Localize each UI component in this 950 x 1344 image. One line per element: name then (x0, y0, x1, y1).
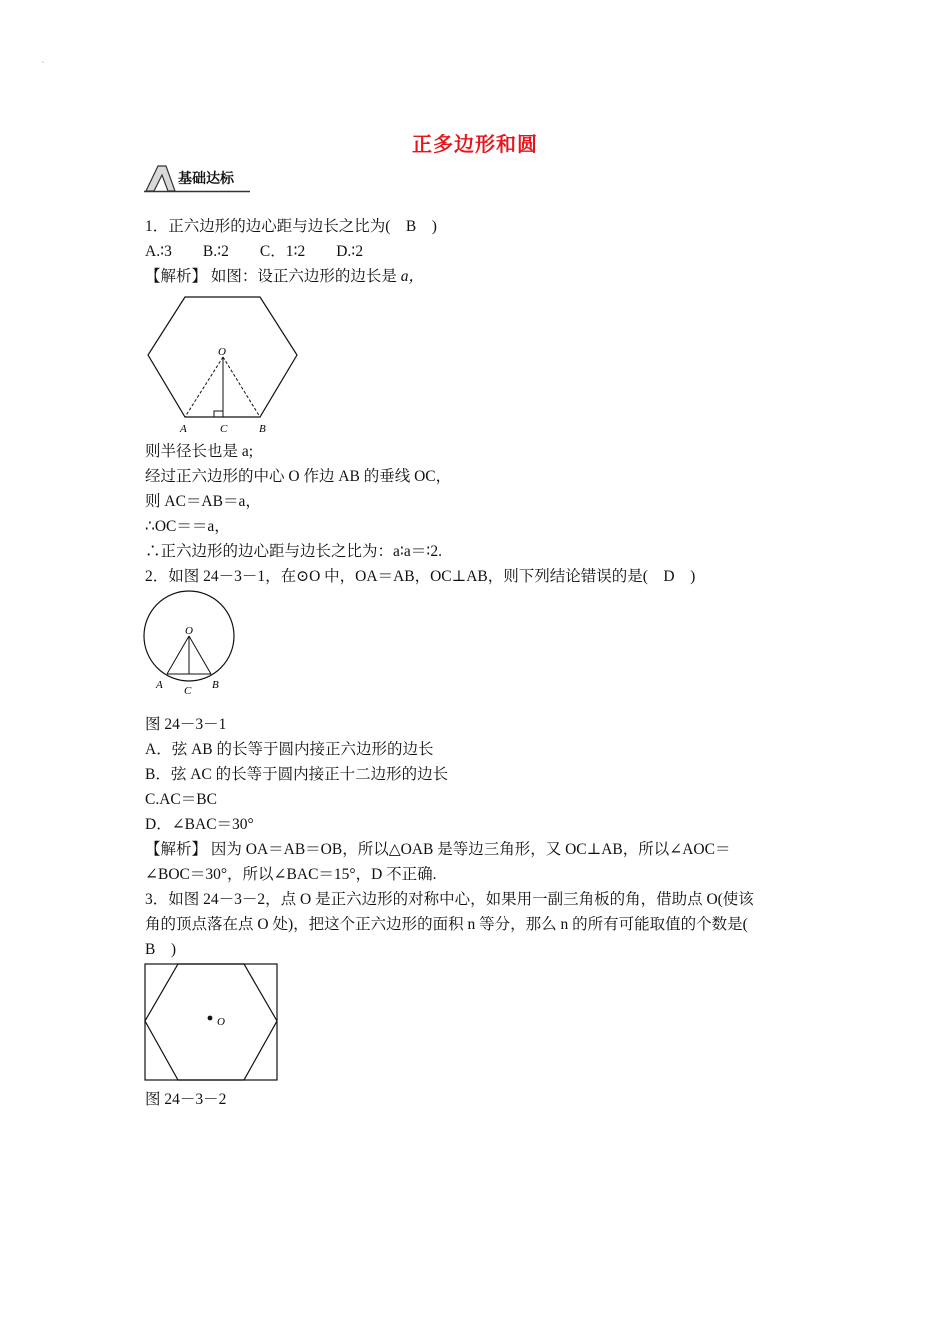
q1-line-5: ∴正六边形的边心距与边长之比为：a∶a＝∶2. (145, 543, 442, 560)
circle-label-o: O (185, 625, 193, 637)
hexagon-figure (140, 292, 305, 440)
page-title: 正多边形和圆 (412, 132, 538, 156)
q2-analysis-2: ∠BOC＝30°，所以∠BAC＝15°，D 不正确. (145, 866, 437, 883)
hex-label-a: A (180, 423, 187, 435)
q2-option-d: D．∠BAC＝30° (145, 816, 254, 833)
badge-letter: A (42, 62, 44, 64)
circle-figure (140, 590, 240, 698)
q3-stem-2: 角的顶点落在点 O 处)，把这个正六边形的面积 n 等分，那么 n 的所有可能取值的个数是( (145, 916, 748, 933)
square-hex-label-o: O (217, 1016, 225, 1028)
hex-label-c: C (220, 423, 228, 435)
hex-label-b: B (259, 423, 266, 435)
q1-options: A.∶3 B.∶2 C．1∶2 D.∶2 (145, 243, 364, 260)
hex-label-o: O (218, 346, 226, 358)
q3-stem-3: B ) (145, 941, 177, 958)
q1-line-4: ∴OC＝＝a， (145, 518, 230, 535)
circle-label-b: B (212, 679, 219, 691)
q1-line-1: 则半径长也是 a; (145, 443, 254, 460)
q1-analysis-intro (145, 267, 424, 287)
circle-label-a: A (156, 679, 163, 691)
q2-option-c: C.AC＝BC (145, 791, 217, 808)
q1-line-2: 经过正六边形的中心 O 作边 AB 的垂线 OC， (145, 468, 452, 485)
q2-option-a: A．弦 AB 的长等于圆内接正六边形的边长 (145, 741, 434, 758)
q3-stem-1: 3．如图 24－3－2，点 O 是正六边形的对称中心，如果用一副三角板的角，借助点 O(使该 (145, 891, 754, 908)
q1-analysis-text: 【解析】 如图：设正六边形的边长是 (145, 268, 397, 285)
q2-analysis-1: 【解析】 因为 OA＝AB＝OB，所以△OAB 是等边三角形，又 OC⊥AB，所以∠AOC＝ (145, 841, 731, 858)
q3-figure-caption: 图 24－3－2 (145, 1091, 227, 1108)
q1-analysis-var: a， (400, 268, 425, 285)
q1-stem: 1．正六边形的边心距与边长之比为( B ) (145, 218, 437, 235)
square-hexagon-figure (143, 962, 279, 1082)
q1-line-3: 则 AC＝AB＝a， (145, 493, 261, 510)
q2-stem: 2．如图 24－3－1，在⊙O 中，OA＝AB，OC⊥AB，则下列结论错误的是( D ) (145, 568, 696, 585)
q2-option-b: B．弦 AC 的长等于圆内接正十二边形的边长 (145, 766, 449, 783)
q2-figure-caption: 图 24－3－1 (145, 716, 227, 733)
badge-label: 基础达标 (178, 171, 234, 187)
section-badge (42, 62, 252, 193)
circle-label-c: C (184, 685, 192, 697)
